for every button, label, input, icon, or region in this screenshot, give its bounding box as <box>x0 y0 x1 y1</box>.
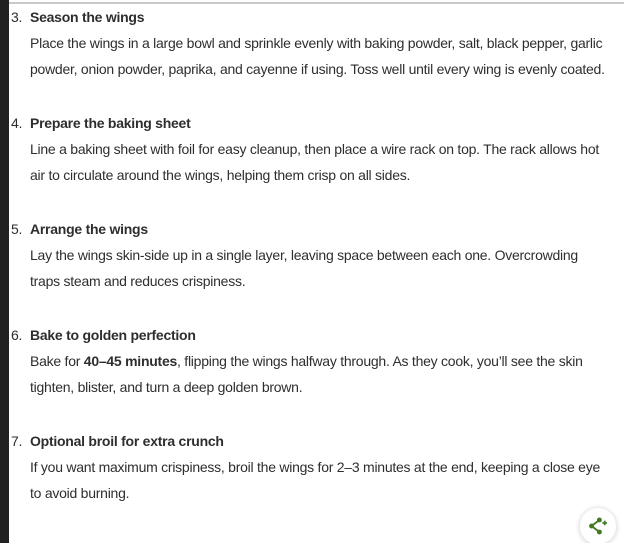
step-title: Arrange the wings <box>30 221 148 237</box>
step-body: Line a baking sheet with foil for easy cleanup, then place a wire rack on top. The rack allows hot air to circulate around the wings, helping them crisp on all sides. <box>30 141 600 183</box>
instructions-list <box>9 0 624 506</box>
step-content <box>30 110 606 188</box>
step-content <box>30 4 606 82</box>
step-title: Bake to golden perfection <box>30 327 196 343</box>
step-number: 6. <box>11 327 23 343</box>
step-number: 4. <box>11 115 23 131</box>
step-title: Season the wings <box>30 9 145 25</box>
step-number: 5. <box>11 221 23 237</box>
instruction-step <box>11 110 606 188</box>
step-body: If you want maximum crispiness, broil the wings for 2–3 minutes at the end, keeping a close eye to avoid burning. <box>30 459 600 501</box>
step-body: Bake for 40–45 minutes, flipping the wings halfway through. As they cook, you’ll see the skin tighten, blister, and turn a deep golden brown. <box>30 353 583 395</box>
share-plus-icon <box>587 515 609 537</box>
section-divider <box>9 2 624 4</box>
step-number: 7. <box>11 433 23 449</box>
instruction-step <box>11 428 606 506</box>
step-body: Place the wings in a large bowl and sprinkle evenly with baking powder, salt, black pepper, garlic powder, onion powder, paprika, and cayenne if using. Toss well until every wing is evenly coated. <box>30 35 605 77</box>
share-button[interactable] <box>579 507 617 543</box>
step-title: Prepare the baking sheet <box>30 115 191 131</box>
left-edge-bar <box>0 0 9 543</box>
step-content <box>30 428 606 506</box>
instruction-step <box>11 322 606 400</box>
instruction-step <box>11 216 606 294</box>
step-body: Lay the wings skin-side up in a single layer, leaving space between each one. Overcrowding traps steam and reduces crispiness. <box>30 247 578 289</box>
step-content <box>30 216 606 294</box>
step-title: Optional broil for extra crunch <box>30 433 224 449</box>
step-content <box>30 322 606 400</box>
instruction-step <box>11 4 606 82</box>
step-number: 3. <box>11 9 23 25</box>
